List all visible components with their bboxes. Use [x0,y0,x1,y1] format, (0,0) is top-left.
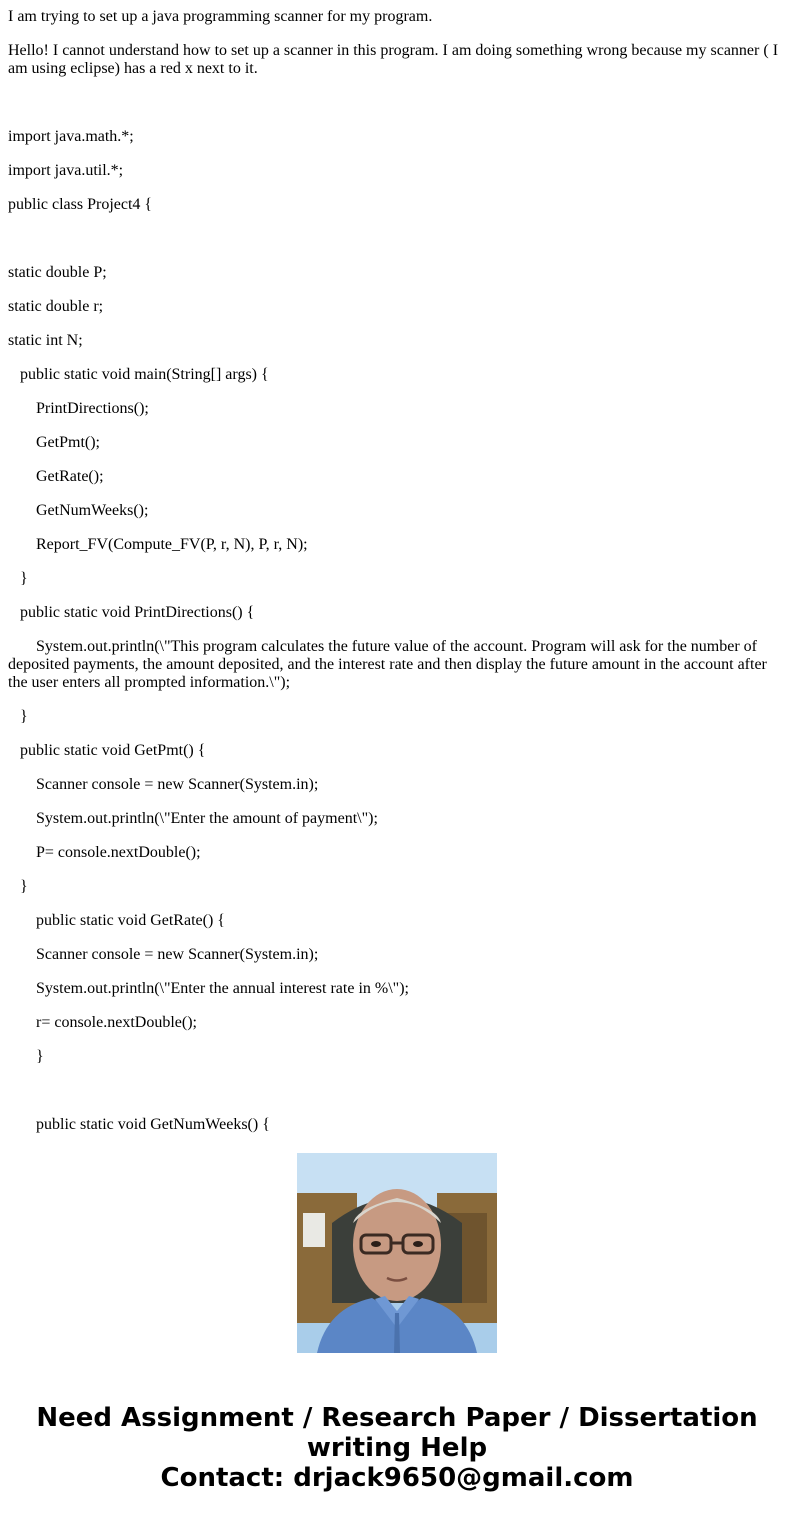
blank-line [8,1082,786,1100]
code-line: static double P; [8,264,107,281]
promo-line-2: writing Help [306,1433,488,1463]
code-line: PrintDirections(); [8,400,149,417]
code-line: public class Project4 { [8,196,153,213]
promo-contact: Contact: drjack9650@gmail.com [160,1463,634,1493]
code-line: System.out.println(\"Enter the annual interest rate in %\"); [8,980,409,997]
author-photo [297,1153,497,1353]
code-line: } [8,1048,44,1065]
code-line: static double r; [8,298,104,315]
code-line: System.out.println(\"Enter the amount of payment\"); [8,810,378,827]
blank-line [8,230,786,248]
question-intro: Hello! I cannot understand how to set up a scanner in this program. I am doing something wrong because my scanner ( I am using eclipse) has a red x next to it. [8,42,783,77]
code-line: P= console.nextDouble(); [8,844,201,861]
code-line: public static void PrintDirections() { [8,604,255,621]
code-line: import java.math.*; [8,128,134,145]
code-line: } [8,878,28,895]
promo-line-1: Need Assignment / Research Paper / Dissertation [36,1403,758,1433]
code-line: public static void GetNumWeeks() { [8,1116,270,1133]
code-line: Report_FV(Compute_FV(P, r, N), P, r, N); [8,536,308,553]
code-block [8,128,786,1134]
question-content [8,0,786,1133]
code-line: Scanner console = new Scanner(System.in); [8,776,319,793]
question-title: I am trying to set up a java programming scanner for my program. [8,8,433,25]
code-line: r= console.nextDouble(); [8,1014,197,1031]
code-line: import java.util.*; [8,162,124,179]
code-line: } [8,708,28,725]
code-line: GetNumWeeks(); [8,502,149,519]
code-line: System.out.println(\"This program calculates the future value of the account. Program will ask for the number of deposited payments, the amount deposited, and the interest rate and then display the future amount in the account after the user enters all prompted information.\"); [8,638,771,691]
code-line: Scanner console = new Scanner(System.in); [8,946,319,963]
promo-banner [0,1403,794,1493]
code-line: static int N; [8,332,83,349]
code-line: public static void GetPmt() { [8,742,206,759]
blank-line [8,94,786,112]
code-line: GetPmt(); [8,434,100,451]
code-line: GetRate(); [8,468,104,485]
author-photo-image [297,1153,497,1353]
code-line: public static void main(String[] args) { [8,366,269,383]
code-line: } [8,570,28,587]
code-line: public static void GetRate() { [8,912,225,929]
